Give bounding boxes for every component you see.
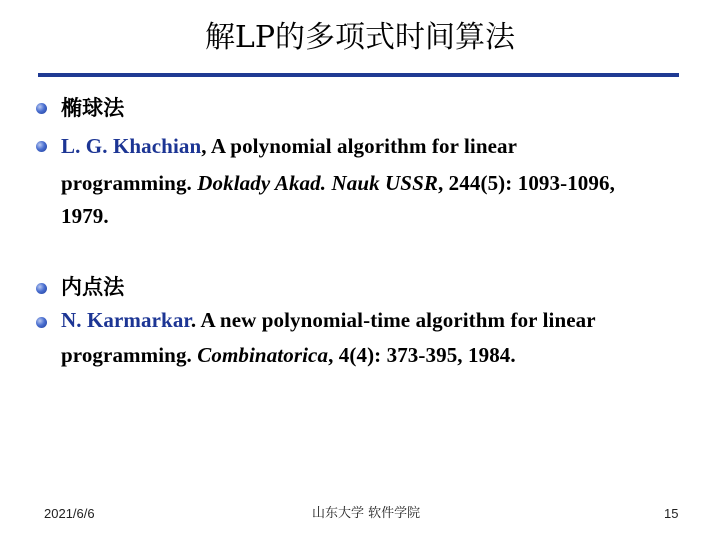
footer-date: 2021/6/6	[44, 506, 95, 521]
title-rule	[38, 73, 679, 77]
reference-khachian-line3: 1979.	[61, 204, 109, 228]
reference-khachian-line2	[61, 168, 615, 198]
journal-name: Combinatorica	[197, 343, 329, 367]
reference-text: programming.	[61, 343, 198, 367]
bullet-icon	[36, 317, 47, 328]
reference-karmarkar-line2	[61, 340, 516, 370]
author-name: L. G. Khachian	[61, 134, 202, 158]
footer-org: 山东大学 软件学院	[312, 506, 421, 521]
journal-name: Doklady Akad. Nauk USSR	[197, 171, 438, 195]
heading-ellipsoid: 椭球法	[61, 96, 125, 120]
slide-title: 解LP的多项式时间算法	[204, 20, 516, 55]
reference-karmarkar	[61, 305, 596, 335]
separator: .	[190, 308, 201, 332]
page-number: 15	[664, 506, 679, 521]
bullet-icon	[36, 103, 47, 114]
reference-khachian	[61, 131, 517, 161]
separator: ,	[201, 134, 211, 158]
bullet-icon	[36, 141, 47, 152]
reference-text: A polynomial algorithm for linear	[210, 134, 518, 158]
reference-text: , 4(4): 373-395, 1984.	[328, 343, 516, 367]
author-name: N. Karmarkar	[61, 308, 191, 332]
heading-interior-point: 内点法	[61, 275, 125, 299]
reference-text: A new polynomial-time algorithm for linear	[200, 308, 596, 332]
bullet-icon	[36, 283, 47, 294]
reference-text: , 244(5): 1093-1096,	[437, 171, 615, 195]
reference-text: programming.	[61, 171, 198, 195]
